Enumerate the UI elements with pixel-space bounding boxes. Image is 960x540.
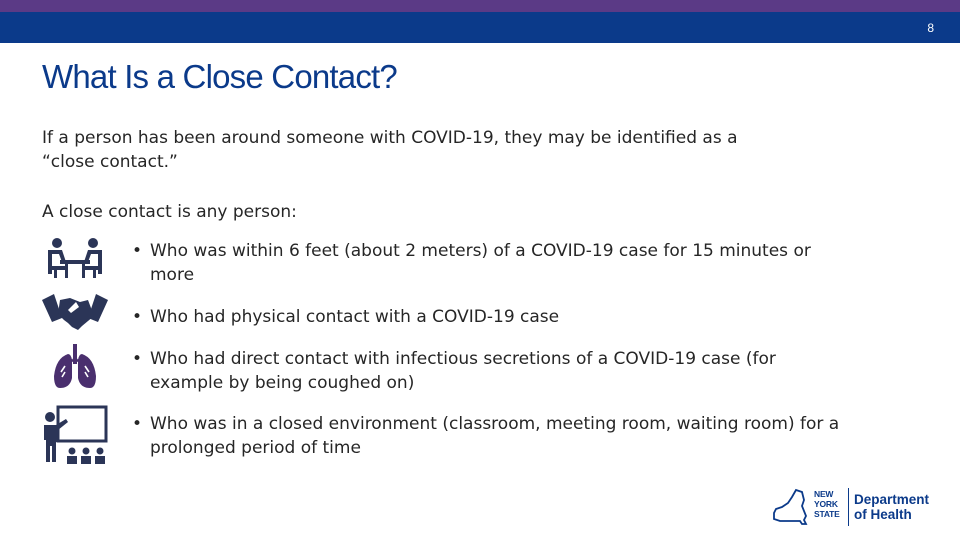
people-at-table-icon [40, 236, 110, 280]
bullet-item-closed-environment [40, 405, 840, 467]
header-bar [0, 12, 960, 43]
bullet-text: • Who had direct contact with infectious secretions of a COVID-19 case (for example by being coughed on) [132, 349, 776, 393]
nys-department-of-health-logo [770, 486, 945, 530]
new-york-state-map-icon [770, 488, 812, 528]
bullet-item-secretions [40, 342, 830, 392]
header-accent-bar [0, 0, 960, 12]
slide-title: What Is a Close Contact? [42, 58, 397, 95]
bullet-text: • Who was within 6 feet (about 2 meters) of a COVID-19 case for 15 minutes or more [132, 241, 811, 285]
logo-state-line3: STATE [814, 509, 840, 519]
lungs-icon [40, 342, 110, 392]
logo-state-line1: NEW [814, 489, 834, 499]
bullet-item-distance [40, 236, 830, 286]
logo-state-line2: YORK [814, 499, 838, 509]
bullet-text: • Who had physical contact with a COVID-19 case [132, 307, 560, 327]
lead-sentence: A close contact is any person: [42, 202, 297, 222]
classroom-presentation-icon [40, 405, 110, 467]
bullet-item-physical-contact [40, 292, 830, 336]
bullet-text: • Who was in a closed environment (classroom, meeting room, waiting room) for a prolonged period of time [132, 414, 840, 458]
logo-department-label: Department of Health [854, 492, 930, 522]
intro-paragraph: If a person has been around someone with COVID-19, they may be identified as a “close contact.” [42, 128, 738, 172]
handshake-icon [40, 292, 110, 332]
slide-number: 8 [927, 21, 934, 35]
logo-divider [848, 488, 849, 526]
